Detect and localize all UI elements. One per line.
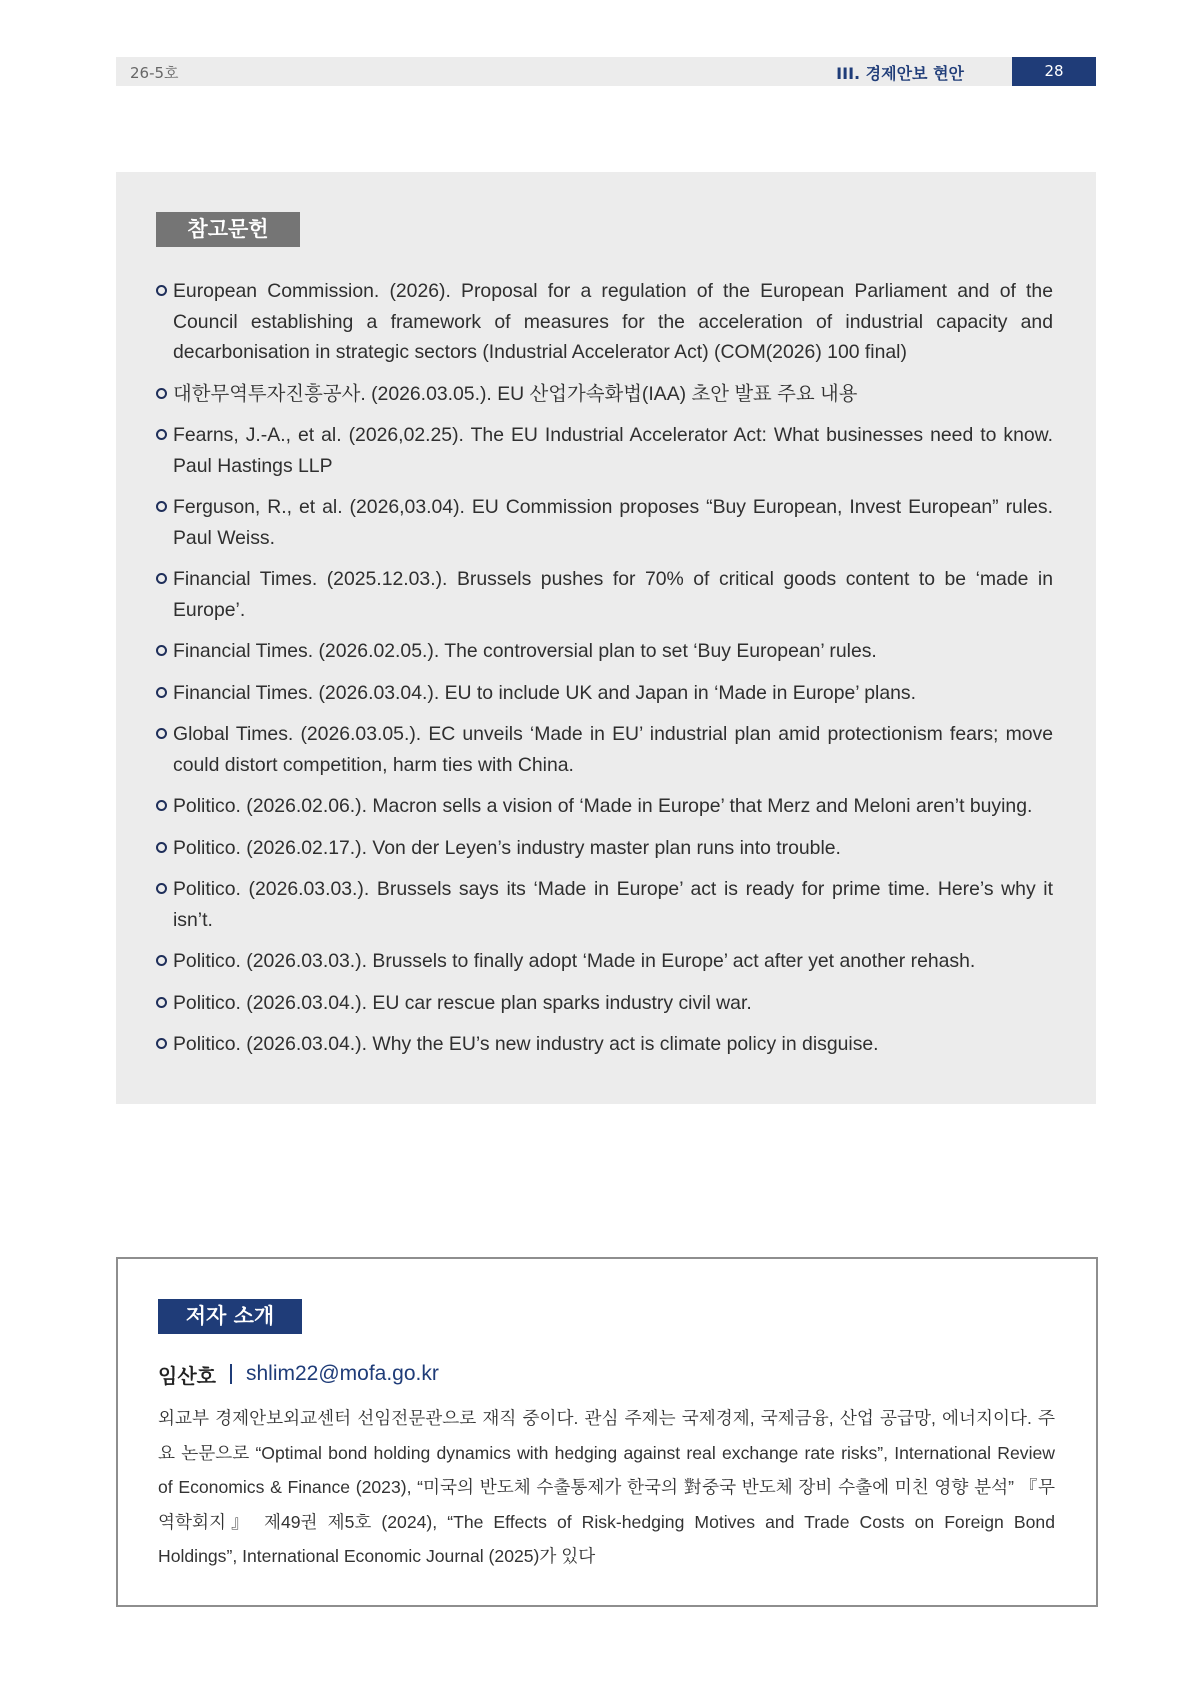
- author-line: [158, 1359, 439, 1389]
- bullet-icon: [156, 842, 167, 853]
- author-email-link[interactable]: shlim22@mofa.go.kr: [245, 1362, 439, 1385]
- reference-item: Financial Times. (2026.03.04.). EU to include UK and Japan in ‘Made in Europe’ plans.: [156, 678, 1053, 709]
- reference-item: Ferguson, R., et al. (2026,03.04). EU Commission proposes “Buy European, Invest European” rules. Paul Weiss.: [156, 492, 1053, 553]
- reference-item: Politico. (2026.02.06.). Macron sells a vision of ‘Made in Europe’ that Merz and Meloni aren’t buying.: [156, 791, 1053, 822]
- reference-item: European Commission. (2026). Proposal for a regulation of the European Parliament and of the Council establishing a framework of measures for the acceleration of industrial capacity and decarbonisation in strategic sectors (Industrial Accelerator Act) (COM(2026) 100 final): [156, 276, 1053, 368]
- reference-item: Financial Times. (2026.02.05.). The controversial plan to set ‘Buy European’ rules.: [156, 636, 1053, 667]
- reference-item: Financial Times. (2025.12.03.). Brussels pushes for 70% of critical goods content to be ‘made in Europe’.: [156, 564, 1053, 625]
- reference-item: Fearns, J.-A., et al. (2026,02.25). The EU Industrial Accelerator Act: What businesses need to know. Paul Hastings LLP: [156, 420, 1053, 481]
- bullet-icon: [156, 883, 167, 894]
- bullet-icon: [156, 687, 167, 698]
- reference-item: Politico. (2026.03.04.). Why the EU’s new industry act is climate policy in disguise.: [156, 1029, 1053, 1060]
- author-bio: 외교부 경제안보외교센터 선임전문관으로 재직 중이다. 관심 주제는 국제경제, 국제금융, 산업 공급망, 에너지이다. 주요 논문으로 “Optimal bond holding dynamics with hedging against real exchange rate risks”, International Review of Economics & Finance (2023), “미국의 반도체 수출통제가 한국의 對중국 반도체 장비 수출에 미친 영향 분석” 『무역학회지』 제49권 제5호 (2024), “The Effects of Risk-hedging Motives and Trade Costs on Foreign Bond Holdings”, International Economic Journal (2025)가 있다: [158, 1408, 1055, 1566]
- bullet-icon: [156, 429, 167, 440]
- page-number: 28: [1012, 57, 1096, 86]
- references-title: 참고문헌: [156, 212, 300, 247]
- bullet-icon: [156, 285, 167, 296]
- bullet-icon: [156, 573, 167, 584]
- issue-number: 26-5호: [130, 64, 179, 82]
- references-list: [156, 276, 1053, 1071]
- page-header: [116, 57, 1096, 86]
- references-panel: [116, 172, 1096, 1104]
- divider: [230, 1364, 232, 1384]
- reference-item: Politico. (2026.03.03.). Brussels says its ‘Made in Europe’ act is ready for prime time. Here’s why it isn’t.: [156, 874, 1053, 935]
- bullet-icon: [156, 501, 167, 512]
- reference-item: Politico. (2026.02.17.). Von der Leyen’s industry master plan runs into trouble.: [156, 833, 1053, 864]
- reference-item: 대한무역투자진흥공사. (2026.03.05.). EU 산업가속화법(IAA) 초안 발표 주요 내용: [156, 379, 1053, 410]
- bullet-icon: [156, 728, 167, 739]
- bullet-icon: [156, 997, 167, 1008]
- author-title: 저자 소개: [158, 1299, 302, 1334]
- author-name: 임산호: [158, 1363, 216, 1388]
- bullet-icon: [156, 645, 167, 656]
- reference-item: Politico. (2026.03.03.). Brussels to finally adopt ‘Made in Europe’ act after yet another rehash.: [156, 946, 1053, 977]
- reference-item: Global Times. (2026.03.05.). EC unveils ‘Made in EU’ industrial plan amid protectionism fears; move could distort competition, harm ties with China.: [156, 719, 1053, 780]
- reference-item: Politico. (2026.03.04.). EU car rescue plan sparks industry civil war.: [156, 988, 1053, 1019]
- author-panel: [116, 1257, 1098, 1607]
- section-title: III. 경제안보 현안: [836, 64, 964, 83]
- bullet-icon: [156, 955, 167, 966]
- bullet-icon: [156, 388, 167, 399]
- bullet-icon: [156, 800, 167, 811]
- bullet-icon: [156, 1038, 167, 1049]
